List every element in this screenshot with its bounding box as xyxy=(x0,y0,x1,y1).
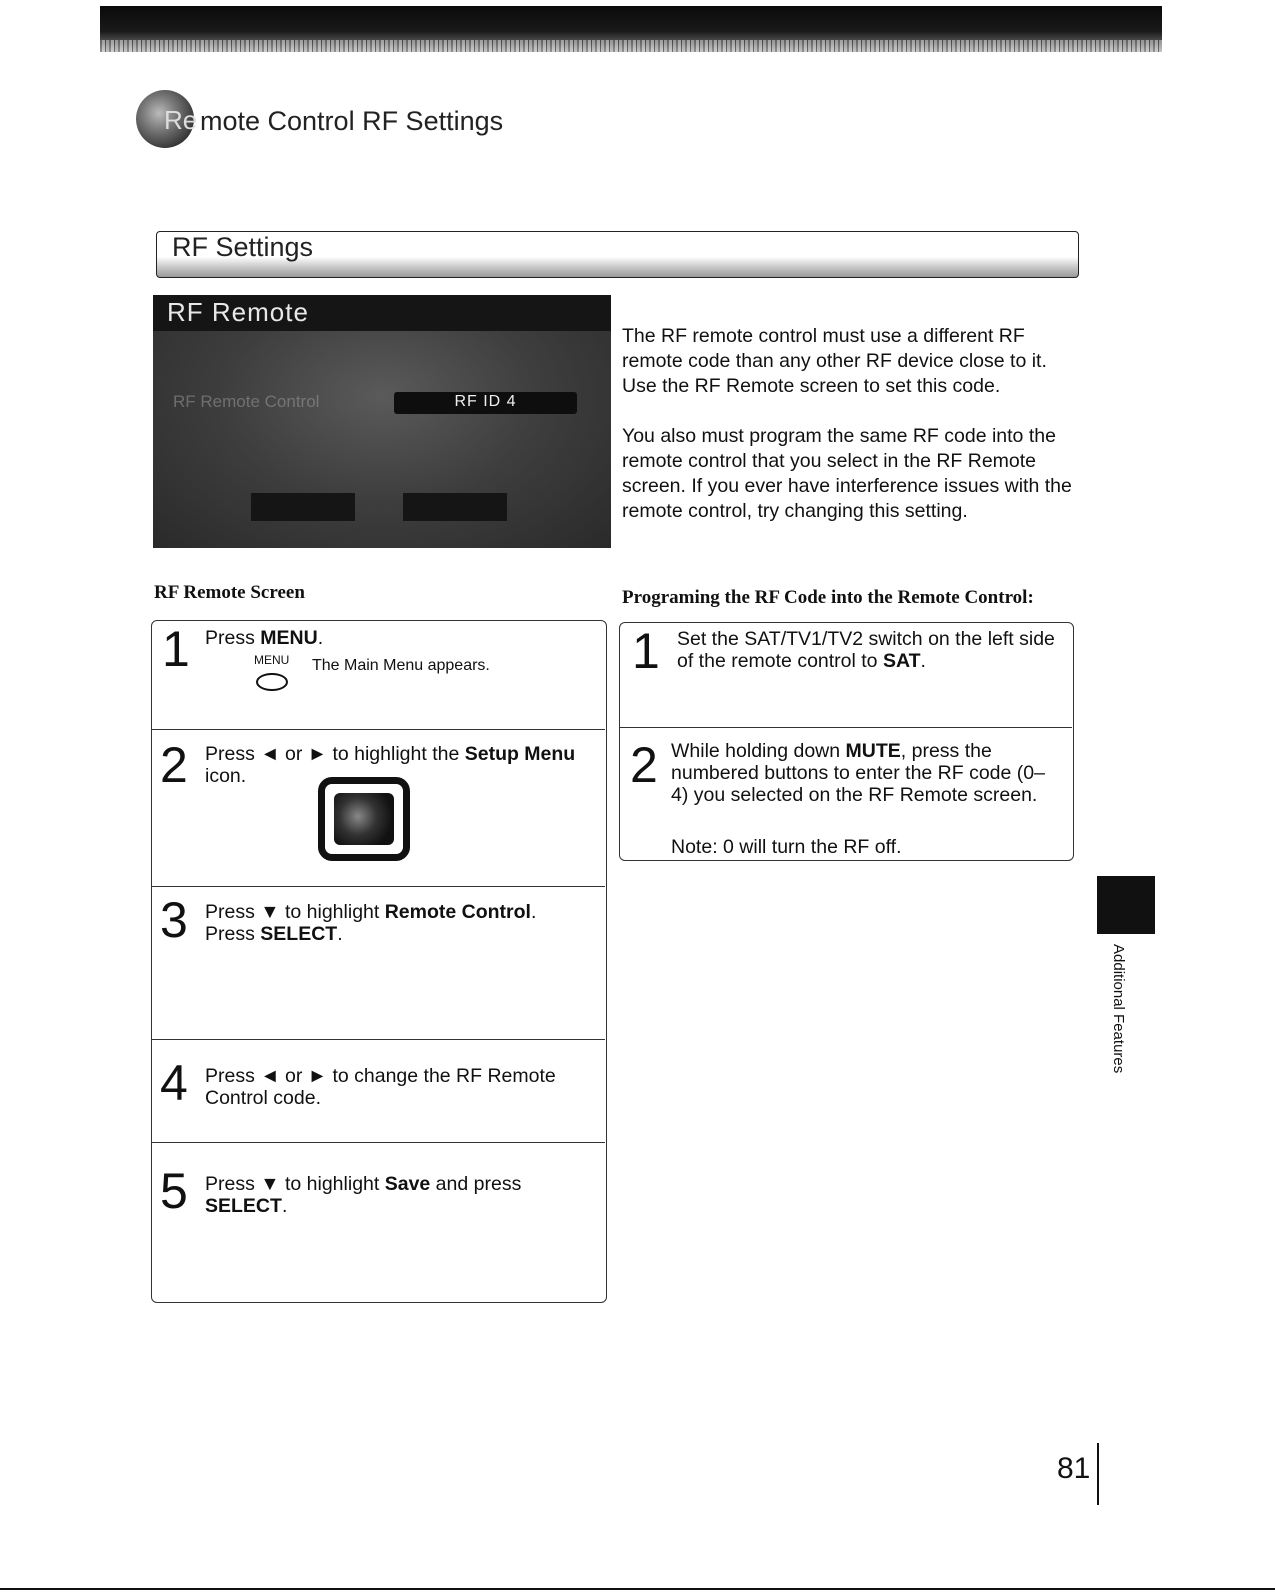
intro-paragraph-1: The RF remote control must use a different RF remote code than any other RF device close to it. Use the RF Remote screen to set this code. xyxy=(622,325,1047,397)
screen-field-label: RF Remote Control xyxy=(173,392,320,411)
step-text: Press ▼ to highlight Save and press SELECT. xyxy=(205,1173,522,1217)
page-number-rule xyxy=(1097,1443,1099,1505)
badge-letters: Re xyxy=(164,105,198,135)
menu-button-label: MENU xyxy=(254,653,290,667)
screen-title: RF Remote xyxy=(167,297,309,327)
menu-result-text: The Main Menu appears. xyxy=(312,657,490,674)
side-tab-marker xyxy=(1097,876,1155,934)
step-text: Press ◄ or ► to change the RF Remote Control code. xyxy=(205,1065,556,1109)
section-badge-icon xyxy=(136,90,198,148)
screen-field-value: RF ID 4 xyxy=(454,393,517,410)
page-title: mote Control RF Settings xyxy=(200,106,504,136)
step-number: 1 xyxy=(162,621,190,677)
step-number: 2 xyxy=(160,737,188,793)
step-divider xyxy=(152,1142,605,1143)
step-text: Press ▼ to highlight Remote Control. Press SELECT. xyxy=(205,901,537,945)
bottom-rule xyxy=(0,1588,1275,1590)
step-number: 2 xyxy=(630,737,658,793)
rf-remote-screenshot xyxy=(153,295,611,548)
screenshot-caption: RF Remote Screen xyxy=(154,582,305,603)
step-text: Set the SAT/TV1/TV2 switch on the left side of the remote control to SAT. xyxy=(677,628,1055,672)
step-divider xyxy=(152,1039,605,1040)
screen-button-right xyxy=(403,493,507,521)
side-section-label: Additional Features xyxy=(1110,944,1127,1074)
step-number: 4 xyxy=(160,1055,188,1111)
screen-field-value-box xyxy=(394,392,577,414)
screen-button-left xyxy=(251,493,355,521)
program-heading: Programing the RF Code into the Remote Control: xyxy=(622,587,1034,608)
step-number: 5 xyxy=(160,1163,188,1219)
top-banner xyxy=(100,6,1162,52)
step-text: Press ◄ or ► to highlight the Setup Menu icon. xyxy=(205,743,576,787)
step-divider xyxy=(620,727,1072,728)
intro-paragraph-2: You also must program the same RF code into the remote control that you select in the RF Remote screen. If you ever have interference issues with the remote control, try changing this setting. xyxy=(622,425,1072,522)
step-number: 3 xyxy=(160,892,188,948)
step-text: While holding down MUTE, press the numbered buttons to enter the RF code (0–4) you selected on the RF Remote screen. xyxy=(671,740,1045,806)
section-header-label: RF Settings xyxy=(172,232,314,262)
step-note: Note: 0 will turn the RF off. xyxy=(671,836,902,858)
step-text: Press MENU. xyxy=(205,627,324,649)
step-number: 1 xyxy=(632,623,660,679)
menu-button-icon xyxy=(256,673,288,691)
step-divider xyxy=(152,729,605,730)
setup-menu-icon xyxy=(318,777,410,861)
page-number: 81 xyxy=(1057,1452,1091,1485)
step-divider xyxy=(152,886,605,887)
